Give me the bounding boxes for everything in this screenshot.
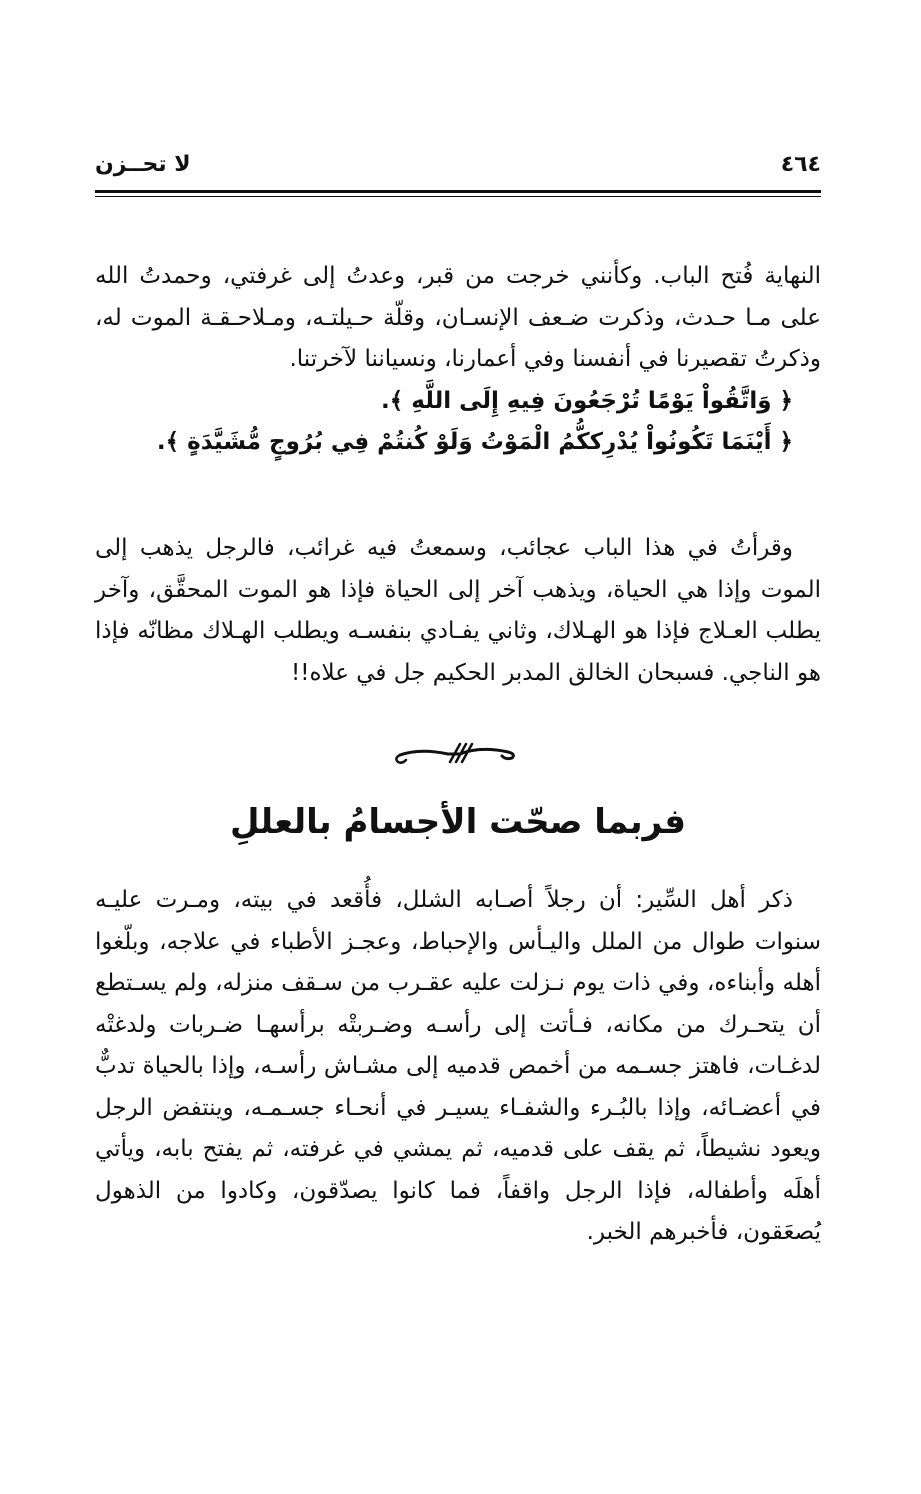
paragraph: ذكر أهل السِّير: أن رجلاً أصـابه الشلل، فأُقعد في بيته، ومـرت عليـه سنوات طوال من الملل واليـأس والإحباط، وعجـز الأطباء في علاجه، وبلّغوا أهله وأبناءه، وفي ذات يوم نـزلت عليه عقـرب من سـقف منزله، ولم يسـتطع أن يتحـرك من مكانه، فـأتت إلى رأسـه وضـربتْه برأسهـا ضـربات ولدغتْه لدغـات، فاهتز جسـمه من أخمص قدميه إلى مشـاش رأسـه، وإذا بالحياة تدبٌّ في أعضـائه، وإذا بالبُـرء والشفـاء يسيـر في أنحـاء جسـمـه، وينتفض الرجل ويعود نشيطاً، ثم يقف على قدميه، ثم يمشي في غرفته، ثم يفتح بابه، ويأتي أهلَه وأطفاله، فإذا الرجل واقفاً، فما كانوا يصدّقون، وكادوا من الذهول يُصعَقون، فأخبرهم الخبر. xyxy=(95,887,821,1245)
paragraph-block-3 xyxy=(95,880,821,1254)
section-title: فربما صحّت الأجسامُ بالعللِ xyxy=(229,802,687,842)
page-number: ٤٦٤ xyxy=(780,152,821,177)
header-rule xyxy=(95,190,821,193)
header-rule-thin xyxy=(95,196,821,197)
paragraph: النهاية فُتح الباب. وكأنني خرجت من قبر، وعدتُ إلى غرفتي، وحمدتُ الله على مـا حـدث، وذكرت ضـعف الإنسـان، وقلّة حـيلتـه، ومـلاحـقـة الموت له، وذكرتُ تقصيرنا في أنفسنا وفي أعمارنا، ونسياننا لآخرتنا. xyxy=(95,263,821,372)
ornament-divider-icon xyxy=(380,738,540,768)
paragraph-block-1 xyxy=(95,256,821,464)
page-header xyxy=(95,150,821,188)
quran-verse-2: ﴿ أَيْنَمَا تَكُونُواْ يُدْرِككُّمُ الْمَوْتُ وَلَوْ كُنتُمْ فِي بُرُوجٍ مُّشَيَّدَةٍ ﴾. xyxy=(156,429,793,455)
paragraph: وقرأتُ في هذا الباب عجائب، وسمعتُ فيه غرائب، فالرجل يذهب إلى الموت وإذا هي الحياة، ويذهب آخر إلى الحياة فإذا هو الموت المحقَّق، وآخر يطلب العـلاج فإذا هو الهـلاك، وثاني يفـادي بنفسـه ويطلب الهـلاك مظانّه فإذا هو الناجي. فسبحان الخالق المدبر الحكيم جل في علاه!! xyxy=(95,535,821,686)
running-title: لا تحــزن xyxy=(95,152,191,177)
quran-verse-1: ﴿ وَاتَّقُواْ يَوْمًا تُرْجَعُونَ فِيهِ إِلَى اللَّهِ ﴾. xyxy=(381,387,793,414)
paragraph-block-2 xyxy=(95,528,821,694)
